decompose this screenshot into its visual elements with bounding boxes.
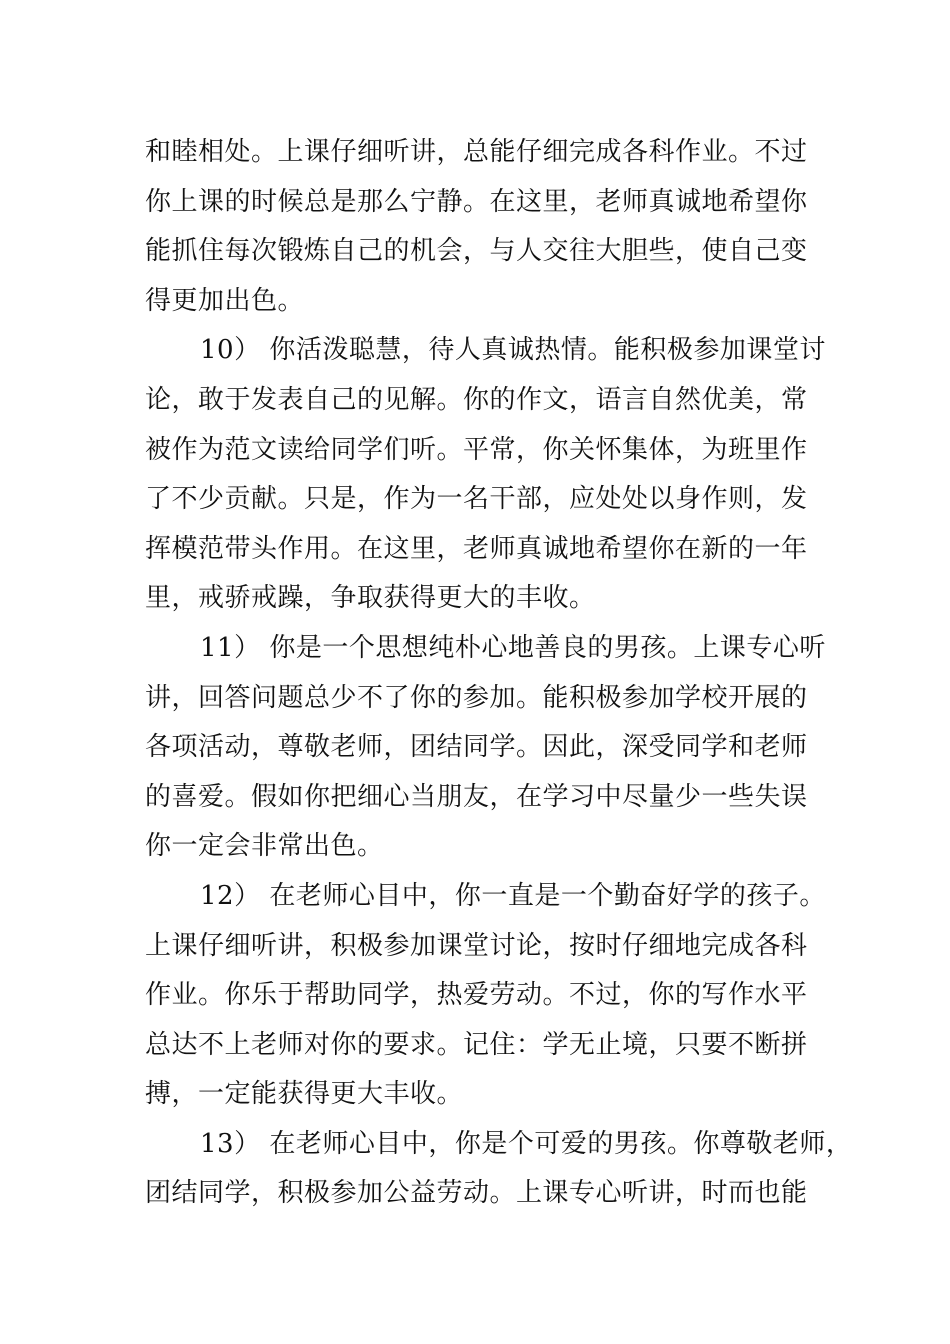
text-line: 的喜爱。假如你把细心当朋友，在学习中尽量少一些失误 xyxy=(145,781,808,812)
text-line: 了不少贡献。只是，作为一名干部，应处处以身作则，发 xyxy=(145,484,808,515)
text-line: 被作为范文读给同学们听。平常，你关怀集体，为班里作 xyxy=(145,434,808,465)
text-line: 你一定会非常出色。 xyxy=(145,831,384,862)
text-line: 和睦相处。上课仔细听讲，总能仔细完成各科作业。不过 xyxy=(145,137,808,167)
paragraph-start-10: 10） 你活泼聪慧，待人真诚热情。能积极参加课堂讨 xyxy=(200,335,826,366)
text-line: 论，敢于发表自己的见解。你的作文，语言自然优美，常 xyxy=(145,384,808,415)
text-line: 讲，回答问题总少不了你的参加。能积极参加学校开展的 xyxy=(145,682,808,713)
text-line: 里，戒骄戒躁，争取获得更大的丰收。 xyxy=(145,583,596,614)
text-line: 能抓住每次锻炼自己的机会，与人交往大胆些，使自己变 xyxy=(145,236,808,267)
text-line: 上课仔细听讲，积极参加课堂讨论，按时仔细地完成各科 xyxy=(145,930,808,961)
document-body xyxy=(145,128,853,1219)
paragraph-start-11: 11） 你是一个思想纯朴心地善良的男孩。上课专心听 xyxy=(200,632,826,663)
text-line: 作业。你乐于帮助同学，热爱劳动。不过，你的写作水平 xyxy=(145,980,808,1011)
text-line: 各项活动，尊敬老师，团结同学。因此，深受同学和老师 xyxy=(145,732,808,763)
text-line: 搏，一定能获得更大丰收。 xyxy=(145,1079,464,1110)
paragraph-start-12: 12） 在老师心目中，你一直是一个勤奋好学的孩子。 xyxy=(200,880,826,911)
text-line: 你上课的时候总是那么宁静。在这里，老师真诚地希望你 xyxy=(145,186,808,217)
text-line: 得更加出色。 xyxy=(145,285,305,316)
text-line: 挥模范带头作用。在这里，老师真诚地希望你在新的一年 xyxy=(145,533,808,564)
text-line: 总达不上老师对你的要求。记住：学无止境，只要不断拼 xyxy=(145,1029,808,1060)
paragraph-start-13: 13） 在老师心目中，你是个可爱的男孩。你尊敬老师， xyxy=(200,1128,853,1159)
text-line: 团结同学，积极参加公益劳动。上课专心听讲，时而也能 xyxy=(145,1178,808,1209)
